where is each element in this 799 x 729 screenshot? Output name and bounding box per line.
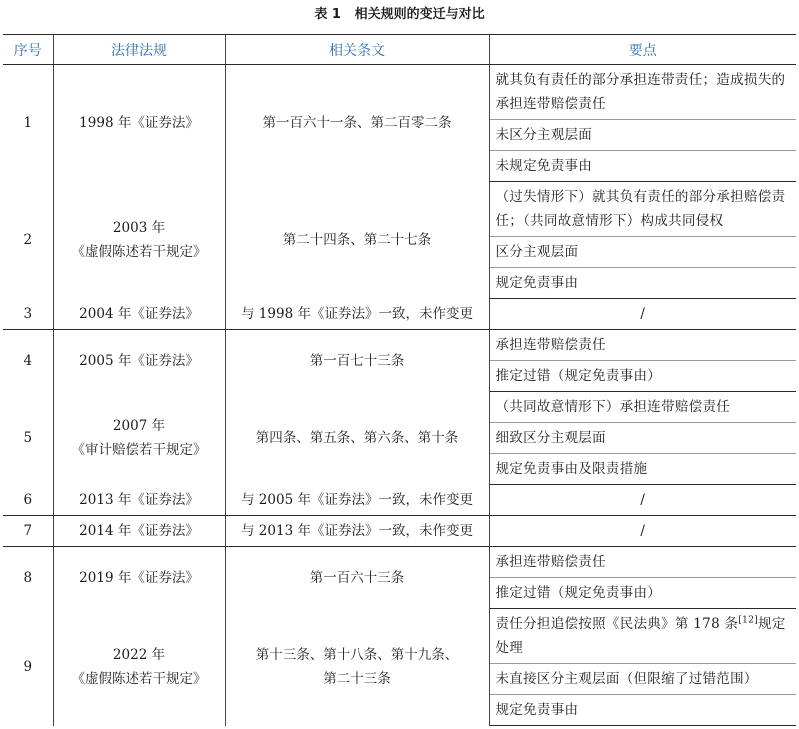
- law-line: 《审计赔偿若干规定》: [71, 442, 207, 458]
- point-cell: [489, 578, 796, 609]
- table-row: [3, 299, 796, 330]
- law-cell: [53, 516, 225, 547]
- law-line: 2004 年《证券法》: [79, 305, 199, 322]
- law-line: 2022 年: [112, 647, 166, 663]
- articles-line: 与 1998 年《证券法》一致，未作变更: [241, 305, 473, 322]
- point-text: 区分主观层面: [495, 244, 579, 260]
- articles-line: 与 2005 年《证券法》一致，未作变更: [241, 491, 473, 508]
- point-cell: [489, 361, 796, 392]
- articles-cell: [225, 182, 489, 299]
- point-text: 责任分担追偿按照《民法典》第 178 条: [495, 616, 739, 632]
- articles-line: 第一百六十三条: [309, 569, 405, 586]
- header-cell: 法律法规: [53, 35, 225, 65]
- point-text: 就其负有责任的部分承担连带责任；造成损失的承担连带赔偿责任: [495, 72, 786, 112]
- law-line: 2003 年: [112, 220, 166, 236]
- articles-line: 第四条、第五条、第六条、第十条: [255, 430, 459, 446]
- point-cell: [489, 151, 796, 182]
- point-text: （过失情形下）就其负有责任的部分承担赔偿责任；（共同故意情形下）构成共同侵权: [495, 189, 786, 229]
- point-text: /: [640, 492, 646, 508]
- row-number: 3: [3, 299, 53, 330]
- row-number: 9: [3, 609, 53, 726]
- law-cell: [53, 485, 225, 516]
- law-line: 2014 年《证券法》: [79, 523, 199, 539]
- point-cell: [489, 182, 796, 237]
- table-row: [3, 182, 796, 237]
- law-cell: [53, 330, 225, 392]
- articles-cell: [225, 516, 489, 547]
- point-text: 推定过错（规定免责事由）: [495, 585, 662, 601]
- point-text: 推定过错（规定免责事由）: [495, 368, 662, 384]
- point-cell: [489, 664, 796, 695]
- table-row: [3, 392, 796, 423]
- point-cell: [489, 268, 796, 299]
- point-text: 规定免责事由: [495, 702, 579, 718]
- law-cell: [53, 547, 225, 609]
- table-row: [3, 65, 796, 120]
- point-text: 未区分主观层面: [495, 127, 593, 143]
- point-text: 承担连带赔偿责任: [495, 337, 606, 353]
- point-cell: [489, 695, 796, 726]
- point-text: （共同故意情形下）承担连带赔偿责任: [495, 399, 731, 415]
- law-line: 2019 年《证券法》: [79, 569, 199, 586]
- law-line: 2007 年: [112, 418, 166, 434]
- point-cell: [489, 485, 796, 516]
- point-text: /: [640, 306, 646, 322]
- law-cell: [53, 392, 225, 485]
- point-cell: [489, 454, 796, 485]
- point-text: 未规定免责事由: [495, 158, 593, 174]
- table-body: [3, 65, 796, 726]
- articles-cell: [225, 485, 489, 516]
- caption-label: 表 1: [314, 7, 341, 22]
- point-cell: [489, 299, 796, 330]
- row-number: 2: [3, 182, 53, 299]
- law-line: 1998 年《证券法》: [79, 115, 199, 132]
- row-number: 6: [3, 485, 53, 516]
- articles-line: 与 2013 年《证券法》一致，未作变更: [241, 523, 473, 539]
- point-cell: [489, 423, 796, 454]
- point-cell: [489, 547, 796, 578]
- articles-cell: [225, 299, 489, 330]
- row-number: 1: [3, 65, 53, 182]
- row-number: 5: [3, 392, 53, 485]
- articles-cell: [225, 547, 489, 609]
- table-row: [3, 330, 796, 361]
- row-number: 4: [3, 330, 53, 392]
- articles-cell: [225, 609, 489, 726]
- point-cell: [489, 609, 796, 664]
- point-cell: [489, 120, 796, 151]
- articles-line: 第二十三条: [323, 671, 391, 687]
- law-cell: [53, 299, 225, 330]
- table-row: [3, 609, 796, 664]
- law-cell: [53, 182, 225, 299]
- articles-line: 第二十四条、第二十七条: [282, 232, 432, 248]
- point-text: 承担连带赔偿责任: [495, 554, 606, 570]
- articles-cell: [225, 330, 489, 392]
- header-cell: 序号: [3, 35, 53, 65]
- point-text: 规定免责事由: [495, 275, 579, 291]
- articles-line: 第一百七十三条: [309, 352, 405, 369]
- point-text-tail: 规定处理: [495, 616, 786, 656]
- header-cell: 要点: [489, 35, 796, 65]
- point-text: 未直接区分主观层面（但限缩了过错范围）: [495, 671, 758, 687]
- table-row: [3, 516, 796, 547]
- law-line: 2005 年《证券法》: [79, 352, 199, 369]
- table-row: [3, 485, 796, 516]
- caption-title: 相关规则的变迁与对比: [354, 7, 485, 22]
- articles-line: 第十三条、第十八条、第十九条、: [255, 647, 459, 663]
- point-text: 细致区分主观层面: [495, 430, 606, 446]
- header-cell: 相关条文: [225, 35, 489, 65]
- citation-ref: [12]: [738, 615, 759, 626]
- law-cell: [53, 609, 225, 726]
- point-cell: [489, 330, 796, 361]
- point-text: /: [640, 523, 646, 539]
- point-text: 规定免责事由及限责措施: [495, 461, 648, 477]
- articles-cell: [225, 392, 489, 485]
- table-row: [3, 547, 796, 578]
- row-number: 7: [3, 516, 53, 547]
- comparison-table: [3, 34, 796, 726]
- law-line: 《虚假陈述若干规定》: [71, 244, 207, 260]
- articles-line: 第一百六十一条、第二百零二条: [262, 115, 452, 132]
- point-cell: [489, 392, 796, 423]
- law-line: 2013 年《证券法》: [79, 491, 199, 508]
- law-line: 《虚假陈述若干规定》: [71, 671, 207, 687]
- law-cell: [53, 65, 225, 182]
- point-cell: [489, 516, 796, 547]
- point-cell: [489, 237, 796, 268]
- articles-cell: [225, 65, 489, 182]
- table-caption: [0, 0, 799, 30]
- row-number: 8: [3, 547, 53, 609]
- point-cell: [489, 65, 796, 120]
- header-row: [3, 35, 796, 65]
